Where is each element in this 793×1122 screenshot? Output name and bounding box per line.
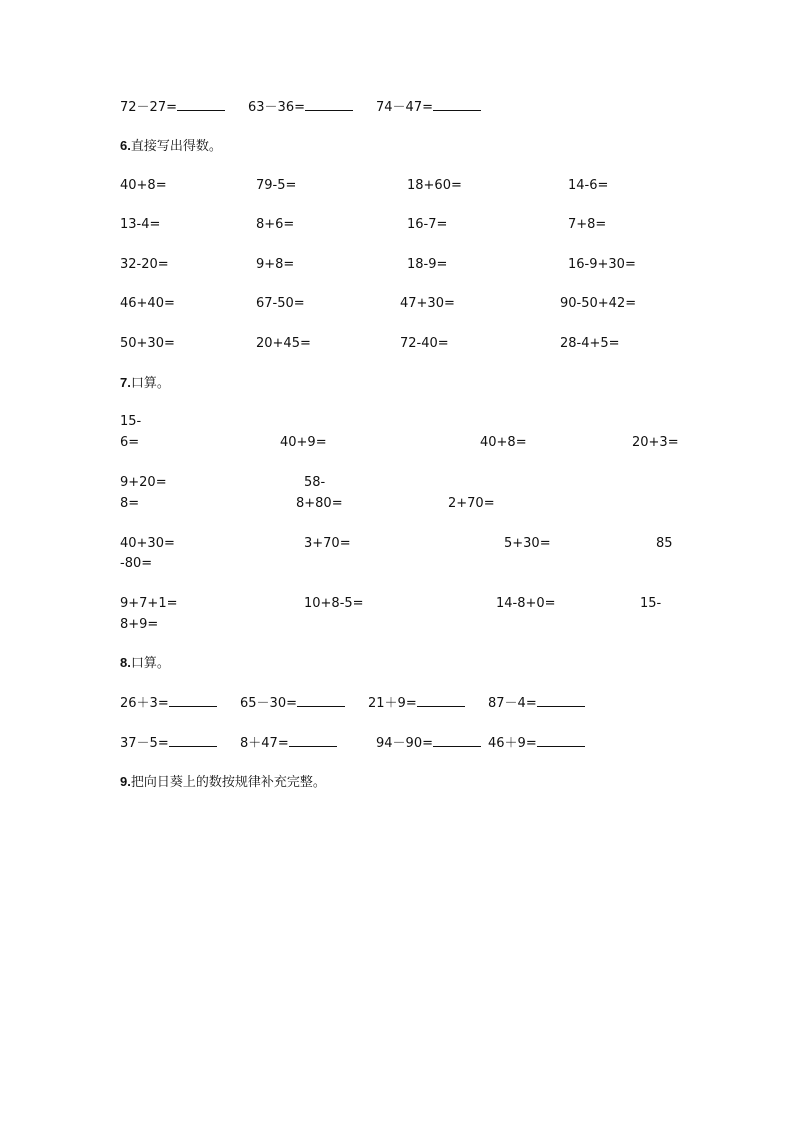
question-title: 直接写出得数。 [130,139,222,154]
problem-item: 85 [656,536,673,551]
problem-item: 79-5= [256,178,297,193]
problem-text: 87－4= [488,696,537,711]
question-number: 7. [120,375,131,390]
answer-blank[interactable] [537,694,585,707]
problem-item: 50+30= [120,336,175,351]
problem-item: 7+8= [568,217,607,232]
problem-item: 3+70= [304,536,351,551]
problem-item: 9+20= [120,475,167,490]
problem-item: 40+8= [480,435,527,450]
problem-item [376,734,481,753]
problem-item: 67-50= [256,296,305,311]
question-title: 把向日葵上的数按规律补充完整。 [130,775,326,790]
question-heading-6 [120,137,222,156]
problem-text: 46＋9= [488,736,537,751]
problem-item: 2+70= [448,496,495,511]
problem-item: 15- [120,414,142,429]
problem-text: 63－36= [248,100,305,115]
answer-blank[interactable] [433,98,481,111]
problem-item [368,694,465,713]
question-number: 8. [120,655,131,670]
problem-item: 40+30= [120,536,175,551]
answer-blank[interactable] [177,98,225,111]
question-number: 6. [120,138,131,153]
problem-text: 26＋3= [120,696,169,711]
problem-text: 21＋9= [368,696,417,711]
answer-blank[interactable] [169,694,217,707]
problem-text: 94－90= [376,736,433,751]
problem-item: 90-50+42= [560,296,637,311]
problem-item: 5+30= [504,536,551,551]
problem-item: 18-9= [407,257,448,272]
problem-item: 32-20= [120,257,169,272]
problem-item: 8= [120,496,140,511]
problem-item: 14-8+0= [496,596,556,611]
question-title: 口算。 [130,656,170,671]
problem-item [120,694,217,713]
problem-item [248,98,353,117]
problem-item: 72-40= [400,336,449,351]
problem-item: 8+80= [296,496,343,511]
problem-item: 46+40= [120,296,175,311]
problem-item: 47+30= [400,296,455,311]
answer-blank[interactable] [289,734,337,747]
problem-item [120,734,217,753]
answer-blank[interactable] [297,694,345,707]
problem-item: 14-6= [568,178,609,193]
problem-item: 20+3= [632,435,679,450]
problem-item: -80= [120,556,153,571]
problem-item: 9+8= [256,257,295,272]
problem-item: 58- [304,475,326,490]
answer-blank[interactable] [169,734,217,747]
problem-item: 6= [120,435,140,450]
problem-text: 74－47= [376,100,433,115]
question-title: 口算。 [130,376,170,391]
problem-item [120,98,225,117]
answer-blank[interactable] [417,694,465,707]
question-number: 9. [120,774,131,789]
problem-item: 18+60= [407,178,462,193]
question-heading-7 [120,374,170,393]
problem-item: 16-7= [407,217,448,232]
problem-item: 16-9+30= [568,257,636,272]
problem-item: 15- [640,596,662,611]
question-heading-9 [120,773,326,792]
problem-item: 13-4= [120,217,161,232]
problem-item [240,694,345,713]
problem-item: 10+8-5= [304,596,364,611]
problem-item [488,694,585,713]
problem-item: 40+9= [280,435,327,450]
problem-text: 72－27= [120,100,177,115]
problem-item [376,98,481,117]
problem-item: 28-4+5= [560,336,620,351]
problem-item: 8+9= [120,617,159,632]
problem-text: 65－30= [240,696,297,711]
problem-item [240,734,337,753]
problem-item: 20+45= [256,336,311,351]
answer-blank[interactable] [305,98,353,111]
problem-item: 40+8= [120,178,167,193]
answer-blank[interactable] [433,734,481,747]
problem-item: 9+7+1= [120,596,178,611]
answer-blank[interactable] [537,734,585,747]
problem-item [488,734,585,753]
problem-text: 8＋47= [240,736,289,751]
problem-text: 37－5= [120,736,169,751]
problem-item: 8+6= [256,217,295,232]
question-heading-8 [120,654,170,673]
